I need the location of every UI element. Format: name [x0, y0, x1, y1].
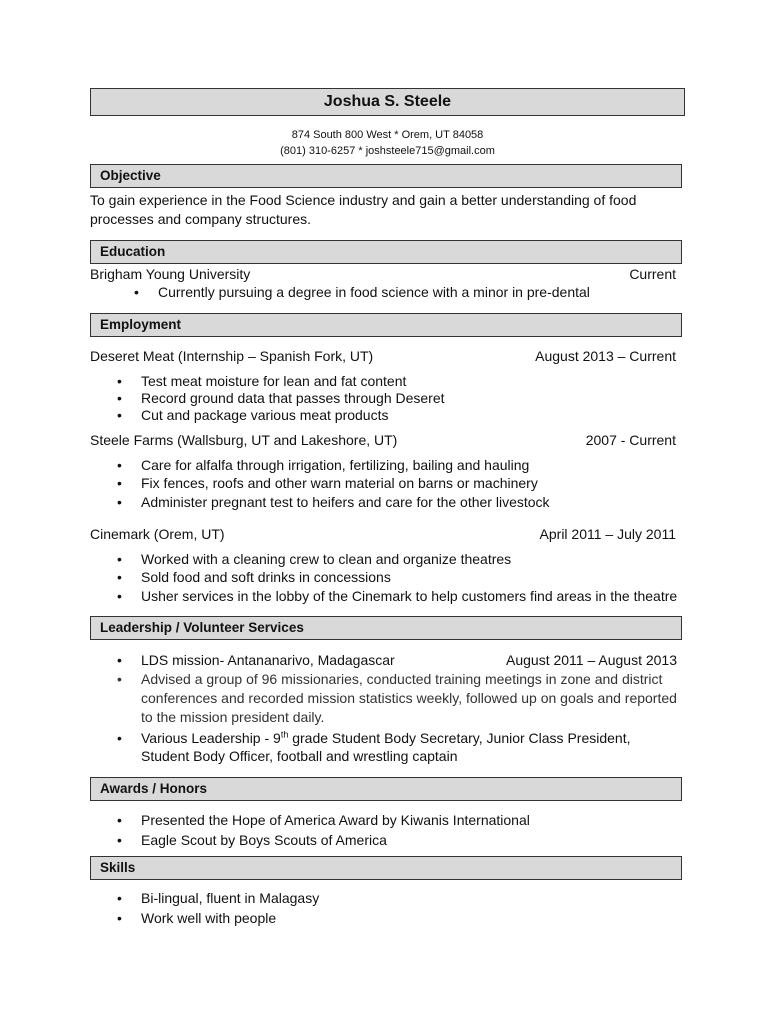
education-heading: Education [90, 240, 682, 264]
job-header [90, 431, 676, 449]
bullet-icon: • [117, 551, 122, 567]
job-bullet: • Cut and package various meat products [117, 407, 389, 423]
award-bullet: • Eagle Scout by Boys Scouts of America [117, 832, 387, 848]
job-title: Cinemark (Orem, UT) [90, 526, 225, 542]
mission-bullet-cont-1: conferences and recorded mission statistics weekly, followed up on goals and reported [141, 690, 677, 706]
ordinal-suffix: th [280, 729, 289, 740]
job-bullet: • Record ground data that passes through Deseret [117, 390, 445, 406]
objective-line-2: processes and company structures. [90, 211, 311, 227]
bullet-icon: • [117, 812, 122, 828]
bullet-icon: • [117, 832, 122, 848]
bullet-icon: • [117, 569, 122, 585]
mission-title: LDS mission- Antananarivo, Madagascar [141, 652, 395, 668]
job-header [90, 525, 676, 543]
bullet-icon: • [117, 652, 122, 668]
job-bullet: • Usher services in the lobby of the Cinemark to help customers find areas in the theatre [117, 588, 678, 604]
employment-heading: Employment [90, 313, 682, 337]
job-dates: April 2011 – July 2011 [539, 526, 676, 542]
leadership-heading: Leadership / Volunteer Services [90, 616, 682, 640]
contact-line: (801) 310-6257 * joshsteele715@gmail.com [280, 145, 495, 157]
leadership-bullet: • Various Leadership - 9th grade Student Body Secretary, Junior Class President, [117, 729, 631, 746]
skills-heading: Skills [90, 856, 682, 880]
bullet-icon: • [117, 730, 122, 746]
bullet-icon: • [117, 373, 122, 389]
bullet-icon: • [134, 284, 139, 300]
school-name: Brigham Young University [90, 266, 251, 282]
bullet-icon: • [117, 475, 122, 491]
job-header [90, 347, 676, 365]
objective-line-1: To gain experience in the Food Science industry and gain a better understanding of food [90, 192, 637, 208]
bullet-icon: • [117, 390, 122, 406]
job-dates: August 2013 – Current [535, 348, 676, 364]
bullet-icon: • [117, 890, 122, 906]
awards-heading: Awards / Honors [90, 777, 682, 801]
name-header [90, 88, 685, 116]
education-status: Current [629, 266, 676, 282]
mission-bullet-cont-2: to the mission president daily. [141, 709, 325, 725]
applicant-name: Joshua S. Steele [323, 93, 452, 110]
bullet-icon: • [117, 457, 122, 473]
job-title: Deseret Meat (Internship – Spanish Fork, UT) [90, 348, 374, 364]
mission-entry [117, 651, 677, 669]
bullet-icon: • [117, 588, 122, 604]
skill-bullet: • Work well with people [117, 910, 277, 926]
bullet-icon: • [117, 407, 122, 423]
bullet-icon: • [117, 494, 122, 510]
objective-heading: Objective [90, 164, 682, 188]
job-title: Steele Farms (Wallsburg, UT and Lakeshore, UT) [90, 432, 398, 448]
award-bullet: • Presented the Hope of America Award by Kiwanis International [117, 812, 530, 828]
education-entry [90, 265, 676, 283]
job-bullet: • Sold food and soft drinks in concessions [117, 569, 391, 585]
bullet-icon: • [117, 671, 122, 687]
job-bullet: • Test meat moisture for lean and fat content [117, 373, 407, 389]
mission-bullet: • Advised a group of 96 missionaries, conducted training meetings in zone and district [117, 671, 663, 687]
job-bullet: • Administer pregnant test to heifers and care for the other livestock [117, 494, 550, 510]
skill-bullet: • Bi-lingual, fluent in Malagasy [117, 890, 320, 906]
address-line: 874 South 800 West * Orem, UT 84058 [291, 129, 484, 141]
job-bullet: • Care for alfalfa through irrigation, fertilizing, bailing and hauling [117, 457, 530, 473]
education-bullet: • Currently pursuing a degree in food science with a minor in pre-dental [134, 284, 590, 300]
job-dates: 2007 - Current [585, 432, 676, 448]
job-bullet: • Worked with a cleaning crew to clean and organize theatres [117, 551, 512, 567]
bullet-icon: • [117, 910, 122, 926]
mission-dates: August 2011 – August 2013 [506, 652, 677, 668]
leadership-bullet-cont: Student Body Officer, football and wrestling captain [141, 748, 458, 764]
job-bullet: • Fix fences, roofs and other warn material on barns or machinery [117, 475, 538, 491]
